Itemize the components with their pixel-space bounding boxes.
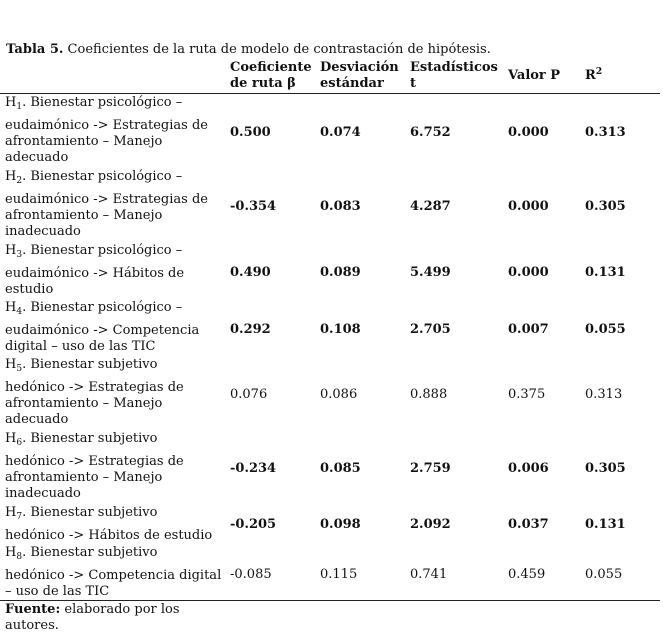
hypothesis-number: 5 xyxy=(16,364,23,374)
header-desv-line2: estándar xyxy=(320,76,384,91)
desviacion-value: 0.074 xyxy=(320,125,361,140)
hypothesis-label xyxy=(5,357,227,428)
estadistico-value: 0.888 xyxy=(410,387,448,402)
r2-value: 0.305 xyxy=(585,199,626,214)
valor-p-value: 0.375 xyxy=(508,387,546,402)
estadistico-value: 2.705 xyxy=(410,322,451,337)
hypothesis-label xyxy=(5,243,227,298)
estadistico-value: 2.092 xyxy=(410,517,451,532)
hypothesis-first-line: . Bienestar subjetivo xyxy=(22,357,158,372)
header-r2-sup: 2 xyxy=(595,67,603,77)
footer-text: elaborado por los autores. xyxy=(5,602,180,633)
coeficiente-value: 0.490 xyxy=(230,265,271,280)
estadistico-value: 0.741 xyxy=(410,567,448,582)
caption-text: Coeficientes de la ruta de modelo de contrastación de hipótesis. xyxy=(67,42,491,57)
header-desv-line1: Desviación xyxy=(320,60,399,75)
estadistico-value: 2.759 xyxy=(410,461,451,476)
hypothesis-title xyxy=(5,357,227,373)
header-desviacion xyxy=(320,60,399,92)
header-est-line2: t xyxy=(410,76,417,91)
desviacion-value: 0.085 xyxy=(320,461,361,476)
hypothesis-first-line: . Bienestar psicológico – xyxy=(22,243,183,258)
desviacion-value: 0.098 xyxy=(320,517,361,532)
hypothesis-title xyxy=(5,545,227,561)
desviacion-value: 0.083 xyxy=(320,199,361,214)
valor-p-value: 0.006 xyxy=(508,461,549,476)
hypothesis-letter: H xyxy=(5,505,17,520)
hypothesis-path: hedónico -> Estrategias de afrontamiento – Manejo inadecuado xyxy=(5,454,184,501)
hypothesis-title xyxy=(5,431,227,447)
hypothesis-number: 7 xyxy=(16,512,23,522)
hypothesis-number: 3 xyxy=(16,250,23,260)
header-r2-base: R xyxy=(585,68,596,83)
hypothesis-path: eudaimónico -> Hábitos de estudio xyxy=(5,266,185,297)
coeficiente-value: -0.354 xyxy=(230,199,277,214)
header-coef-line1: Coeficiente xyxy=(230,60,312,75)
valor-p-value: 0.459 xyxy=(508,567,546,582)
header-valor-p: Valor P xyxy=(508,68,561,83)
table-top-rule xyxy=(0,93,660,94)
r2-value: 0.313 xyxy=(585,387,623,402)
hypothesis-path: eudaimónico -> Competencia digital – uso de las TIC xyxy=(5,323,200,354)
caption-label: Tabla 5. xyxy=(6,42,64,57)
hypothesis-number: 2 xyxy=(16,176,23,186)
r2-value: 0.055 xyxy=(585,567,623,582)
hypothesis-letter: H xyxy=(5,95,17,110)
hypothesis-letter: H xyxy=(5,243,17,258)
coeficiente-value: 0.500 xyxy=(230,125,271,140)
hypothesis-first-line: . Bienestar psicológico – xyxy=(22,169,183,184)
hypothesis-label xyxy=(5,505,227,544)
valor-p-value: 0.007 xyxy=(508,322,549,337)
r2-value: 0.131 xyxy=(585,517,626,532)
valor-p-value: 0.000 xyxy=(508,125,549,140)
table-caption xyxy=(6,42,491,57)
r2-value: 0.305 xyxy=(585,461,626,476)
hypothesis-label xyxy=(5,95,227,166)
hypothesis-letter: H xyxy=(5,545,17,560)
table-bottom-rule xyxy=(0,600,660,601)
coeficiente-value: 0.076 xyxy=(230,387,268,402)
valor-p-value: 0.000 xyxy=(508,199,549,214)
header-r2 xyxy=(585,68,602,84)
hypothesis-label xyxy=(5,300,227,355)
hypothesis-label xyxy=(5,431,227,502)
header-est-line1: Estadísticos xyxy=(410,60,498,75)
header-coeficiente xyxy=(230,60,312,92)
hypothesis-path: hedónico -> Competencia digital – uso de las TIC xyxy=(5,568,222,599)
desviacion-value: 0.086 xyxy=(320,387,358,402)
header-estadisticos xyxy=(410,60,498,92)
hypothesis-number: 4 xyxy=(16,307,23,317)
hypothesis-title xyxy=(5,169,227,185)
valor-p-value: 0.000 xyxy=(508,265,549,280)
hypothesis-path: eudaimónico -> Estrategias de afrontamiento – Manejo adecuado xyxy=(5,118,208,165)
coeficiente-value: 0.292 xyxy=(230,322,271,337)
estadistico-value: 4.287 xyxy=(410,199,451,214)
coeficiente-value: -0.205 xyxy=(230,517,277,532)
header-coef-line2: de ruta β xyxy=(230,76,296,91)
valor-p-value: 0.037 xyxy=(508,517,549,532)
coeficiente-value: -0.085 xyxy=(230,567,272,582)
hypothesis-number: 1 xyxy=(16,102,23,112)
footer-label: Fuente: xyxy=(5,602,61,617)
hypothesis-title xyxy=(5,243,227,259)
hypothesis-letter: H xyxy=(5,431,17,446)
desviacion-value: 0.089 xyxy=(320,265,361,280)
hypothesis-first-line: . Bienestar subjetivo xyxy=(22,545,158,560)
table-footer xyxy=(5,602,205,634)
hypothesis-label xyxy=(5,545,227,600)
hypothesis-first-line: . Bienestar psicológico – xyxy=(22,300,183,315)
hypothesis-path: hedónico -> Hábitos de estudio xyxy=(5,528,213,543)
r2-value: 0.313 xyxy=(585,125,626,140)
hypothesis-title xyxy=(5,505,227,521)
hypothesis-path: hedónico -> Estrategias de afrontamiento – Manejo adecuado xyxy=(5,380,184,427)
hypothesis-path: eudaimónico -> Estrategias de afrontamiento – Manejo inadecuado xyxy=(5,192,208,239)
hypothesis-number: 6 xyxy=(16,438,23,448)
hypothesis-letter: H xyxy=(5,357,17,372)
desviacion-value: 0.108 xyxy=(320,322,361,337)
hypothesis-label xyxy=(5,169,227,240)
hypothesis-letter: H xyxy=(5,300,17,315)
r2-value: 0.131 xyxy=(585,265,626,280)
hypothesis-first-line: . Bienestar subjetivo xyxy=(22,431,158,446)
hypothesis-number: 8 xyxy=(16,552,23,562)
estadistico-value: 6.752 xyxy=(410,125,451,140)
hypothesis-first-line: . Bienestar psicológico – xyxy=(22,95,183,110)
estadistico-value: 5.499 xyxy=(410,265,451,280)
hypothesis-title xyxy=(5,300,227,316)
hypothesis-first-line: . Bienestar subjetivo xyxy=(22,505,158,520)
hypothesis-letter: H xyxy=(5,169,17,184)
coeficiente-value: -0.234 xyxy=(230,461,277,476)
desviacion-value: 0.115 xyxy=(320,567,358,582)
hypothesis-title xyxy=(5,95,227,111)
r2-value: 0.055 xyxy=(585,322,626,337)
